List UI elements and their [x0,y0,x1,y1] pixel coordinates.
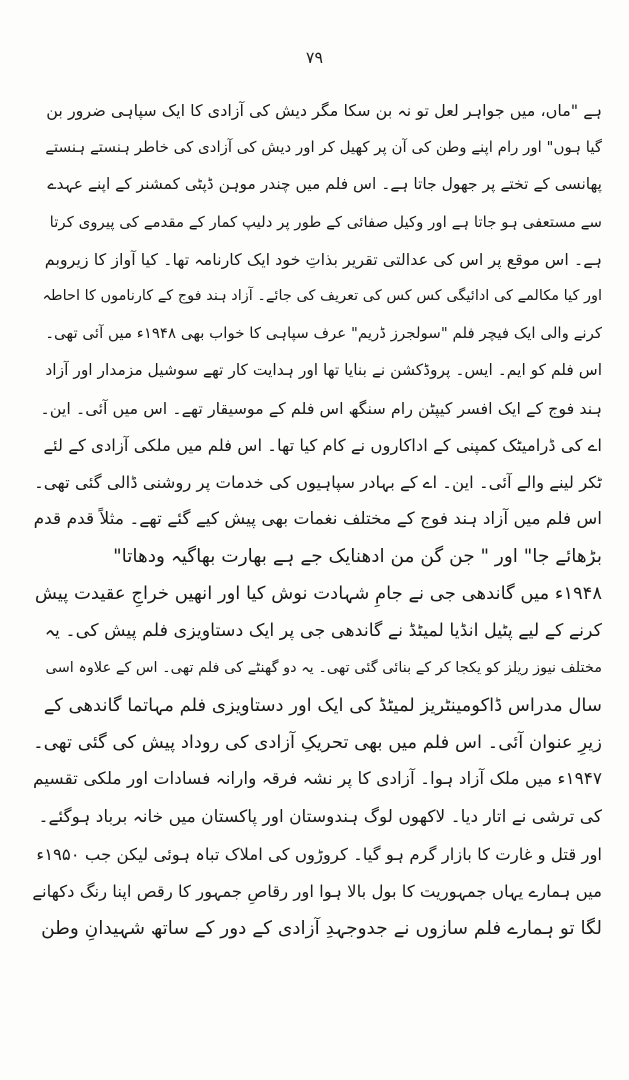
text-line: لگا تو ہمارے فلم سازوں نے جدوجہدِ آزادی کے دور کے ساتھ شہیدانِ وطن [41,918,602,940]
text-line: کرنے کے لیے پٹیل انڈیا لمیٹڈ نے گاندھی جی پر ایک دستاویزی فلم پیش کی۔ یہ [44,620,602,641]
text-line: سال مدراس ڈاکومینٹریز لمیٹڈ کی ایک اور دستاویزی فلم مہاتما گاندھی کے [43,695,602,716]
text-line: کرنے والی ایک فیچر فلم "سولجرز ڈریم" عرف سپاہی کا خواب بھی ۱۹۴۸ء میں آئی تھی۔ [45,324,602,343]
text-line: اور قتل و غارت کا بازار گرم ہو گیا۔ کروڑوں کی املاک تباہ ہوئی لیکن جب ۱۹۵۰ء [36,844,602,864]
text-line: ۱۹۴۷ء میں ملک آزاد ہوا۔ آزادی کا پر نشہ فرقہ وارانہ فسادات اور ملکی تقسیم [32,769,602,790]
text-line: گیا ہوں" اور رام اپنے وطن کی آن پر کھیل کر اور دیش کی آزادی کی خاطر ہنستے ہنستے [45,138,602,157]
text-line: ہے۔ اس موقع پر اس کی عدالتی تقریر بذاتِ خود ایک کارنامہ تھا۔ کیا آواز کا زیروبم [44,249,602,269]
text-line: اس فلم میں آزاد ہند فوج کے مختلف نغمات بھی پیش کیے گئے تھے۔ مثلاً قدم قدم [33,509,602,530]
text-line: مختلف نیوز ریلز کو یکجا کر کے بنائی گئی تھی۔ یہ دو گھنٹے کی فلم تھی۔ اس کے علاوہ اسی [45,659,602,676]
text-line: بڑھائے جا" اور " جن گن من ادھنایک جے ہے بھارت بھاگیہ ودھاتا" [113,546,602,568]
text-line: سے مستعفی ہو جاتا ہے اور وکیل صفائی کے طور پر دلیپ کمار کے مقدمے کی پیروی کرتا [49,212,602,231]
text-line: میں ہمارے یہاں جمہوریت کا بول بالا ہوا اور رقاصِ جمہور کا رقص اپنا رنگ دکھانے [32,881,602,901]
body-text [32,92,602,947]
text-line: اس فلم کو ایم۔ ایس۔ پروڈکشن نے بنایا تھا اور ہدایت کار تھے سوشیل مزمدار اور آزاد [45,361,602,380]
text-line: اور کیا مکالمے کی ادائیگی کس کس کی تعریف کی جائے۔ آزاد ہند فوج کے کارناموں کا احاطہ [42,287,602,304]
text-line: کی ترشی نے اتار دیا۔ لاکھوں لوگ ہندوستان اور پاکستان میں خانہ برباد ہوگئے۔ [38,806,602,827]
text-line: ہے "ماں، میں جواہر لعل تو نہ بن سکا مگر دیش کی آزادی کا ایک سپاہی ضرور بن [46,101,602,120]
text-line: ٹکر لینے والے آئی۔ این۔ اے کے بہادر سپاہیوں کی خدمات پر روشنی ڈالی گئی تھی۔ [34,472,602,492]
text-line: زیرِ عنوان آئی۔ اس فلم میں بھی تحریکِ آزادی کی روداد پیش کی گئی تھی۔ [33,732,602,754]
page-number: ۷۹ [305,48,324,67]
text-line: ۱۹۴۸ء میں گاندھی جی نے جامِ شہادت نوش کیا اور انھیں خراجِ عقیدت پیش [34,583,602,605]
text-line: پھانسی کے تختے پر جھول جاتا ہے۔ اس فلم میں چندر موہن ڈپٹی کمشنر کے اپنے عہدے [47,175,602,194]
text-line: ہند فوج کے ایک افسر کیپٹن رام سنگھ اس فلم کے موسیقار تھے۔ اس میں آئی۔ این۔ [40,398,602,418]
text-line: اے کی ڈرامیٹک کمپنی کے اداکاروں نے کام کیا تھا۔ اس فلم میں ملکی آزادی کے لئے [43,435,602,455]
